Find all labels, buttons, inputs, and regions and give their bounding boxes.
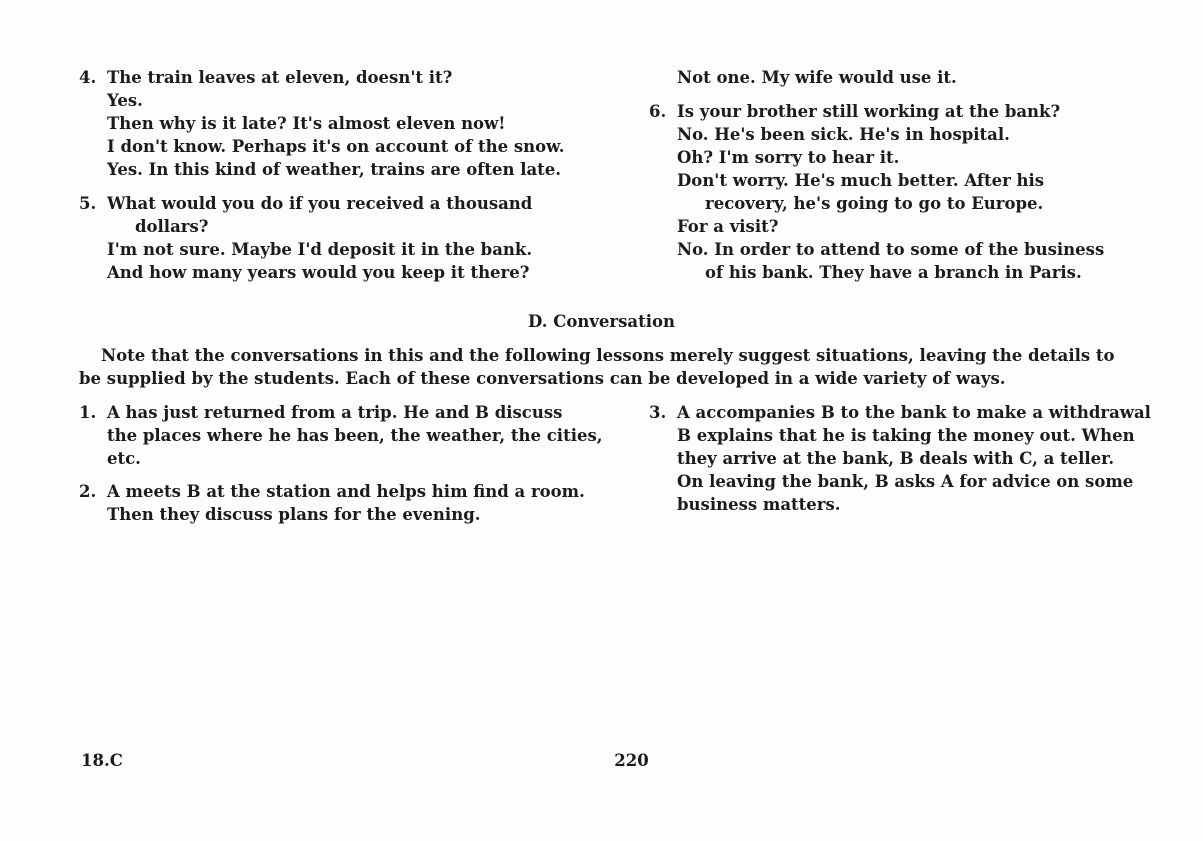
drill-line: [79, 66, 639, 89]
item-number: 6.: [649, 102, 667, 121]
drill-carry-over: [649, 66, 1189, 89]
drill-item-6: [649, 100, 1189, 284]
conversation-line: they arrive at the bank, B deals with C, a teller.: [677, 449, 1115, 468]
drill-line: Not one. My wife would use it.: [677, 68, 957, 87]
drill-line: Yes.: [107, 91, 143, 110]
drill-line: No. In order to attend to some of the business: [677, 240, 1105, 259]
drill-line: No. He's been sick. He's in hospital.: [677, 125, 1010, 144]
drill-line: Yes. In this kind of weather, trains are often late.: [107, 160, 562, 179]
drills-right-column: [649, 66, 1189, 284]
conversation-line: the places where he has been, the weather, the cities,: [107, 426, 603, 445]
conversation-line: [79, 480, 639, 503]
intro-paragraph: [79, 344, 1159, 390]
drill-line: For a visit?: [677, 217, 779, 236]
conversation-line: etc.: [107, 449, 141, 468]
conversation-item-1: [79, 401, 639, 470]
section-code: 18.C: [81, 751, 123, 770]
conversation-line: B explains that he is taking the money out. When: [677, 426, 1135, 445]
drills-left-column: [79, 66, 639, 284]
drill-item-4: [79, 66, 639, 181]
conversation-text: A meets B at the station and helps him find a room.: [107, 482, 585, 501]
drill-line: I'm not sure. Maybe I'd deposit it in the bank.: [107, 240, 533, 259]
page-number: 220: [614, 751, 649, 770]
item-number: 1.: [79, 403, 97, 422]
drill-text: What would you do if you received a thousand: [107, 194, 533, 213]
conversation-text: A has just returned from a trip. He and B discuss: [107, 403, 563, 422]
intro-line: Note that the conversations in this and the following lessons merely suggest situations, leaving the details to: [101, 346, 1115, 365]
conversation-item-3: [649, 401, 1189, 516]
drill-line: dollars?: [135, 217, 209, 236]
intro-line: be supplied by the students. Each of these conversations can be developed in a wide variety of ways.: [79, 369, 1006, 388]
drill-line: And how many years would you keep it there?: [107, 263, 530, 282]
drill-line: recovery, he's going to go to Europe.: [705, 194, 1044, 213]
conversation-text: A accompanies B to the bank to make a withdrawal: [677, 403, 1151, 422]
drill-line: Oh? I'm sorry to hear it.: [677, 148, 900, 167]
section-heading: D. Conversation: [528, 312, 675, 331]
drill-line: [79, 192, 639, 215]
item-number: 3.: [649, 403, 667, 422]
drill-line: of his bank. They have a branch in Paris.: [705, 263, 1082, 282]
drill-line: [649, 100, 1189, 123]
item-number: 4.: [79, 68, 97, 87]
drill-line: I don't know. Perhaps it's on account of the snow.: [107, 137, 565, 156]
conversation-line: [649, 401, 1189, 424]
conversations-left-column: [79, 401, 639, 526]
item-number: 5.: [79, 194, 97, 213]
conversation-line: Then they discuss plans for the evening.: [107, 505, 481, 524]
drill-line: Don't worry. He's much better. After his: [677, 171, 1045, 190]
drill-text: The train leaves at eleven, doesn't it?: [107, 68, 453, 87]
drill-line: Then why is it late? It's almost eleven now!: [107, 114, 506, 133]
drill-text: Is your brother still working at the bank?: [677, 102, 1061, 121]
drill-item-5: [79, 192, 639, 284]
conversation-line: [79, 401, 639, 424]
conversation-item-2: [79, 480, 639, 526]
conversation-line: On leaving the bank, B asks A for advice on some: [677, 472, 1134, 491]
conversation-line: business matters.: [677, 495, 841, 514]
conversations-right-column: [649, 401, 1189, 516]
item-number: 2.: [79, 482, 97, 501]
